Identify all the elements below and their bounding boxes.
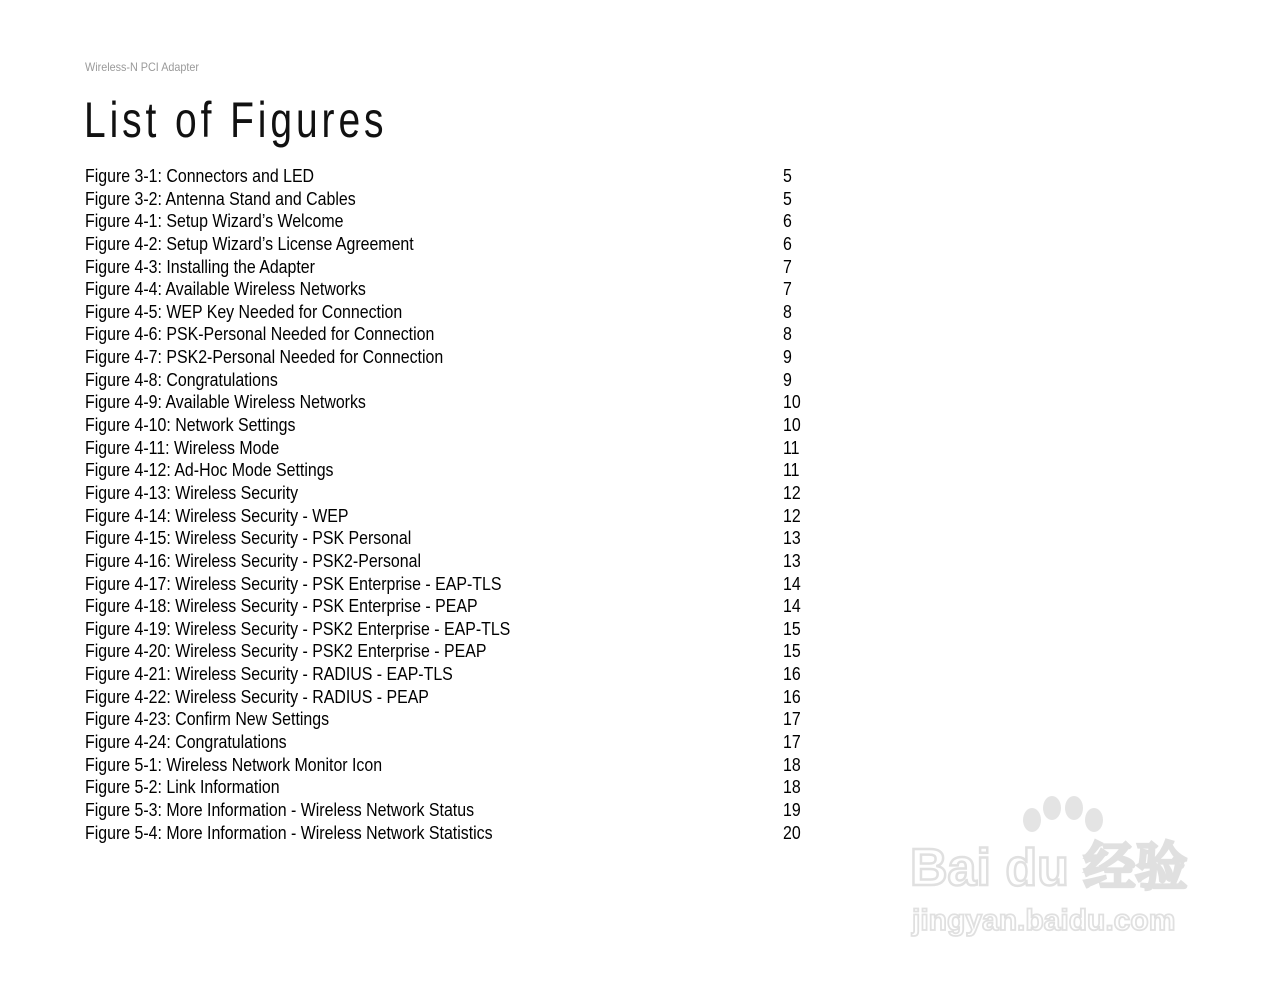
baidu-watermark-logo bbox=[900, 790, 1210, 950]
figure-row[interactable] bbox=[85, 391, 805, 414]
figure-row[interactable] bbox=[85, 188, 805, 211]
figure-label[interactable]: Figure 4-3: Installing the Adapter bbox=[85, 255, 315, 277]
figure-page-number[interactable]: 19 bbox=[783, 798, 801, 820]
figure-page-number[interactable]: 6 bbox=[783, 232, 792, 254]
figure-row[interactable] bbox=[85, 595, 805, 618]
figure-page-number[interactable]: 11 bbox=[783, 459, 800, 481]
figure-label[interactable]: Figure 4-6: PSK-Personal Needed for Connection bbox=[85, 323, 435, 345]
figure-label[interactable]: Figure 4-16: Wireless Security - PSK2-Personal bbox=[85, 549, 422, 571]
figure-page-number[interactable]: 17 bbox=[783, 731, 801, 753]
figure-label[interactable]: Figure 5-4: More Information - Wireless Network Statistics bbox=[85, 821, 493, 843]
figure-row[interactable] bbox=[85, 165, 805, 188]
figure-label[interactable]: Figure 4-13: Wireless Security bbox=[85, 481, 299, 503]
figure-label[interactable]: Figure 5-1: Wireless Network Monitor Icon bbox=[85, 753, 383, 775]
figure-row[interactable] bbox=[85, 414, 805, 437]
running-header: Wireless-N PCI Adapter bbox=[85, 60, 200, 74]
figure-row[interactable] bbox=[85, 301, 805, 324]
figure-label[interactable]: Figure 4-10: Network Settings bbox=[85, 414, 296, 436]
figure-row[interactable] bbox=[85, 776, 805, 799]
figure-row[interactable] bbox=[85, 799, 805, 822]
figure-row[interactable] bbox=[85, 323, 805, 346]
figure-row[interactable] bbox=[85, 550, 805, 573]
figure-row[interactable] bbox=[85, 731, 805, 754]
figure-row[interactable] bbox=[85, 640, 805, 663]
figure-label[interactable]: Figure 4-11: Wireless Mode bbox=[85, 436, 280, 458]
figure-label[interactable]: Figure 4-5: WEP Key Needed for Connection bbox=[85, 300, 403, 322]
figure-page-number[interactable]: 10 bbox=[783, 414, 801, 436]
figure-row[interactable] bbox=[85, 573, 805, 596]
figure-label[interactable]: Figure 4-19: Wireless Security - PSK2 Enterprise - EAP-TLS bbox=[85, 617, 511, 639]
figure-row[interactable] bbox=[85, 754, 805, 777]
figure-page-number[interactable]: 7 bbox=[783, 255, 792, 277]
figure-page-number[interactable]: 18 bbox=[783, 753, 801, 775]
figure-row[interactable] bbox=[85, 346, 805, 369]
figure-page-number[interactable]: 16 bbox=[783, 663, 801, 685]
watermark-brand: Bai du 经验 bbox=[910, 839, 1188, 897]
figure-row[interactable] bbox=[85, 618, 805, 641]
figure-label[interactable]: Figure 4-18: Wireless Security - PSK Enterprise - PEAP bbox=[85, 595, 478, 617]
figure-page-number[interactable]: 6 bbox=[783, 210, 792, 232]
figure-label[interactable]: Figure 4-24: Congratulations bbox=[85, 731, 287, 753]
figure-page-number[interactable]: 17 bbox=[783, 708, 801, 730]
figure-page-number[interactable]: 11 bbox=[783, 436, 800, 458]
figure-page-number[interactable]: 5 bbox=[783, 165, 792, 186]
figure-page-number[interactable]: 9 bbox=[783, 368, 792, 390]
figure-page-number[interactable]: 9 bbox=[783, 346, 792, 368]
figure-page-number[interactable]: 10 bbox=[783, 391, 801, 413]
figure-row[interactable] bbox=[85, 437, 805, 460]
figure-row[interactable] bbox=[85, 233, 805, 256]
figure-row[interactable] bbox=[85, 256, 805, 279]
figure-list bbox=[85, 165, 805, 844]
figure-row[interactable] bbox=[85, 686, 805, 709]
figure-label[interactable]: Figure 5-3: More Information - Wireless Network Status bbox=[85, 798, 475, 820]
figure-label[interactable]: Figure 4-20: Wireless Security - PSK2 Enterprise - PEAP bbox=[85, 640, 487, 662]
figure-label[interactable]: Figure 4-4: Available Wireless Networks bbox=[85, 278, 366, 300]
figure-page-number[interactable]: 5 bbox=[783, 187, 792, 209]
figure-page-number[interactable]: 18 bbox=[783, 776, 801, 798]
figure-row[interactable] bbox=[85, 708, 805, 731]
figure-label[interactable]: Figure 4-7: PSK2-Personal Needed for Connection bbox=[85, 346, 444, 368]
figure-row[interactable] bbox=[85, 210, 805, 233]
figure-page-number[interactable]: 15 bbox=[783, 640, 801, 662]
figure-label[interactable]: Figure 4-2: Setup Wizard’s License Agreement bbox=[85, 232, 414, 254]
figure-label[interactable]: Figure 4-15: Wireless Security - PSK Personal bbox=[85, 527, 412, 549]
figure-row[interactable] bbox=[85, 527, 805, 550]
figure-label[interactable]: Figure 4-23: Confirm New Settings bbox=[85, 708, 330, 730]
figure-page-number[interactable]: 7 bbox=[783, 278, 792, 300]
figure-label[interactable]: Figure 4-1: Setup Wizard’s Welcome bbox=[85, 210, 344, 232]
figure-row[interactable] bbox=[85, 822, 805, 845]
figure-page-number[interactable]: 8 bbox=[783, 323, 792, 345]
paw-icon bbox=[1023, 796, 1103, 832]
figure-page-number[interactable]: 20 bbox=[783, 821, 801, 843]
figure-row[interactable] bbox=[85, 459, 805, 482]
figure-row[interactable] bbox=[85, 505, 805, 528]
figure-page-number[interactable]: 16 bbox=[783, 685, 801, 707]
figure-page-number[interactable]: 12 bbox=[783, 504, 801, 526]
page-title: List of Figures bbox=[84, 92, 388, 148]
figure-label[interactable]: Figure 4-8: Congratulations bbox=[85, 368, 278, 390]
figure-row[interactable] bbox=[85, 369, 805, 392]
figure-page-number[interactable]: 13 bbox=[783, 549, 801, 571]
figure-page-number[interactable]: 8 bbox=[783, 300, 792, 322]
figure-label[interactable]: Figure 4-22: Wireless Security - RADIUS - PEAP bbox=[85, 685, 429, 707]
figure-row[interactable] bbox=[85, 482, 805, 505]
figure-page-number[interactable]: 12 bbox=[783, 481, 801, 503]
figure-page-number[interactable]: 13 bbox=[783, 527, 801, 549]
figure-label[interactable]: Figure 3-2: Antenna Stand and Cables bbox=[85, 187, 356, 209]
figure-page-number[interactable]: 14 bbox=[783, 572, 801, 594]
figure-label[interactable]: Figure 4-12: Ad-Hoc Mode Settings bbox=[85, 459, 334, 481]
figure-page-number[interactable]: 14 bbox=[783, 595, 801, 617]
figure-label[interactable]: Figure 4-14: Wireless Security - WEP bbox=[85, 504, 349, 526]
figure-row[interactable] bbox=[85, 278, 805, 301]
figure-page-number[interactable]: 15 bbox=[783, 617, 801, 639]
figure-label[interactable]: Figure 4-17: Wireless Security - PSK Enterprise - EAP-TLS bbox=[85, 572, 502, 594]
figure-row[interactable] bbox=[85, 663, 805, 686]
figure-label[interactable]: Figure 4-21: Wireless Security - RADIUS - EAP-TLS bbox=[85, 663, 453, 685]
figure-label[interactable]: Figure 5-2: Link Information bbox=[85, 776, 280, 798]
watermark-url: jingyan.baidu.com bbox=[912, 904, 1176, 937]
figure-label[interactable]: Figure 3-1: Connectors and LED bbox=[85, 165, 315, 186]
figure-label[interactable]: Figure 4-9: Available Wireless Networks bbox=[85, 391, 366, 413]
